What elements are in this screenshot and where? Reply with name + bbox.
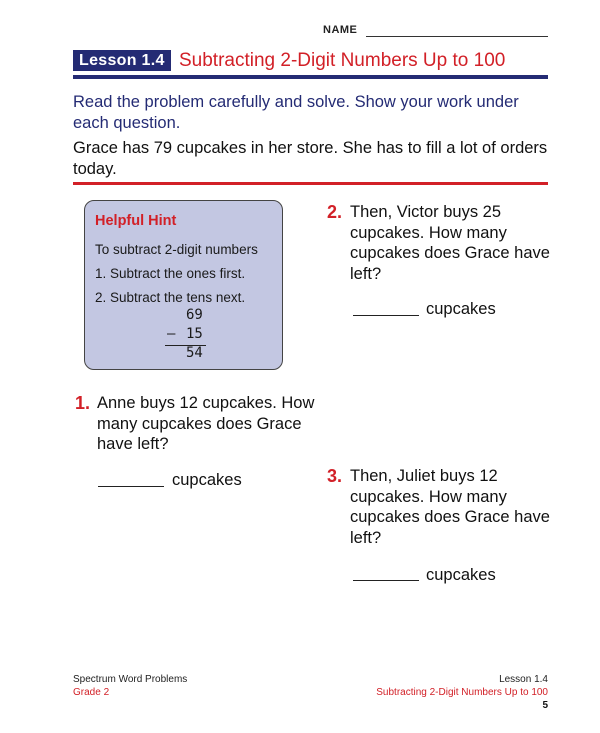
title-divider [73,75,548,79]
hint-steps [95,238,258,310]
question-3-unit: cupcakes [426,566,496,584]
question-2-answer-blank[interactable] [353,315,419,316]
hint-step-1: 1. Subtract the ones first. [95,266,246,281]
footer-right [376,673,548,712]
intro-divider [73,182,548,185]
example-minus-sign: – [167,326,176,342]
question-2-text: Then, Victor buys 25 cupcakes. How many cupcakes does Grace have left? [350,203,550,283]
problem-intro: Grace has 79 cupcakes in her store. She has to fill a lot of orders today. [73,139,548,178]
instruction-text: Read the problem carefully and solve. Show your work under each question. [73,93,519,132]
question-2-unit: cupcakes [426,300,496,318]
footer-book-title: Spectrum Word Problems [73,674,188,685]
hint-step-2: 2. Subtract the tens next. [95,290,246,305]
page-number: 5 [542,700,548,711]
hint-line: To subtract 2-digit numbers [95,242,258,257]
name-label: NAME [323,24,358,36]
question-1-number: 1. [75,393,91,413]
hint-title: Helpful Hint [95,213,177,229]
question-1-answer-blank[interactable] [98,486,164,487]
footer-topic: Subtracting 2-Digit Numbers Up to 100 [376,687,548,698]
question-1-text: Anne buys 12 cupcakes. How many cupcakes does Grace have left? [97,394,315,453]
footer-left [73,673,187,699]
question-2-number: 2. [327,202,343,222]
footer-lesson: Lesson 1.4 [499,674,548,685]
example-answer: 54 [186,345,203,361]
question-3-answer-blank[interactable] [353,580,419,581]
example-minuend: 69 [186,307,203,323]
lesson-title: Subtracting 2-Digit Numbers Up to 100 [179,50,506,71]
footer-grade: Grade 2 [73,687,110,698]
question-3-number: 3. [327,466,343,486]
name-write-line[interactable] [366,36,548,37]
question-3-text: Then, Juliet buys 12 cupcakes. How many cupcakes does Grace have left? [350,467,550,547]
lesson-badge: Lesson 1.4 [73,50,171,71]
example-subtrahend: 15 [186,326,203,342]
question-1-unit: cupcakes [172,471,242,489]
